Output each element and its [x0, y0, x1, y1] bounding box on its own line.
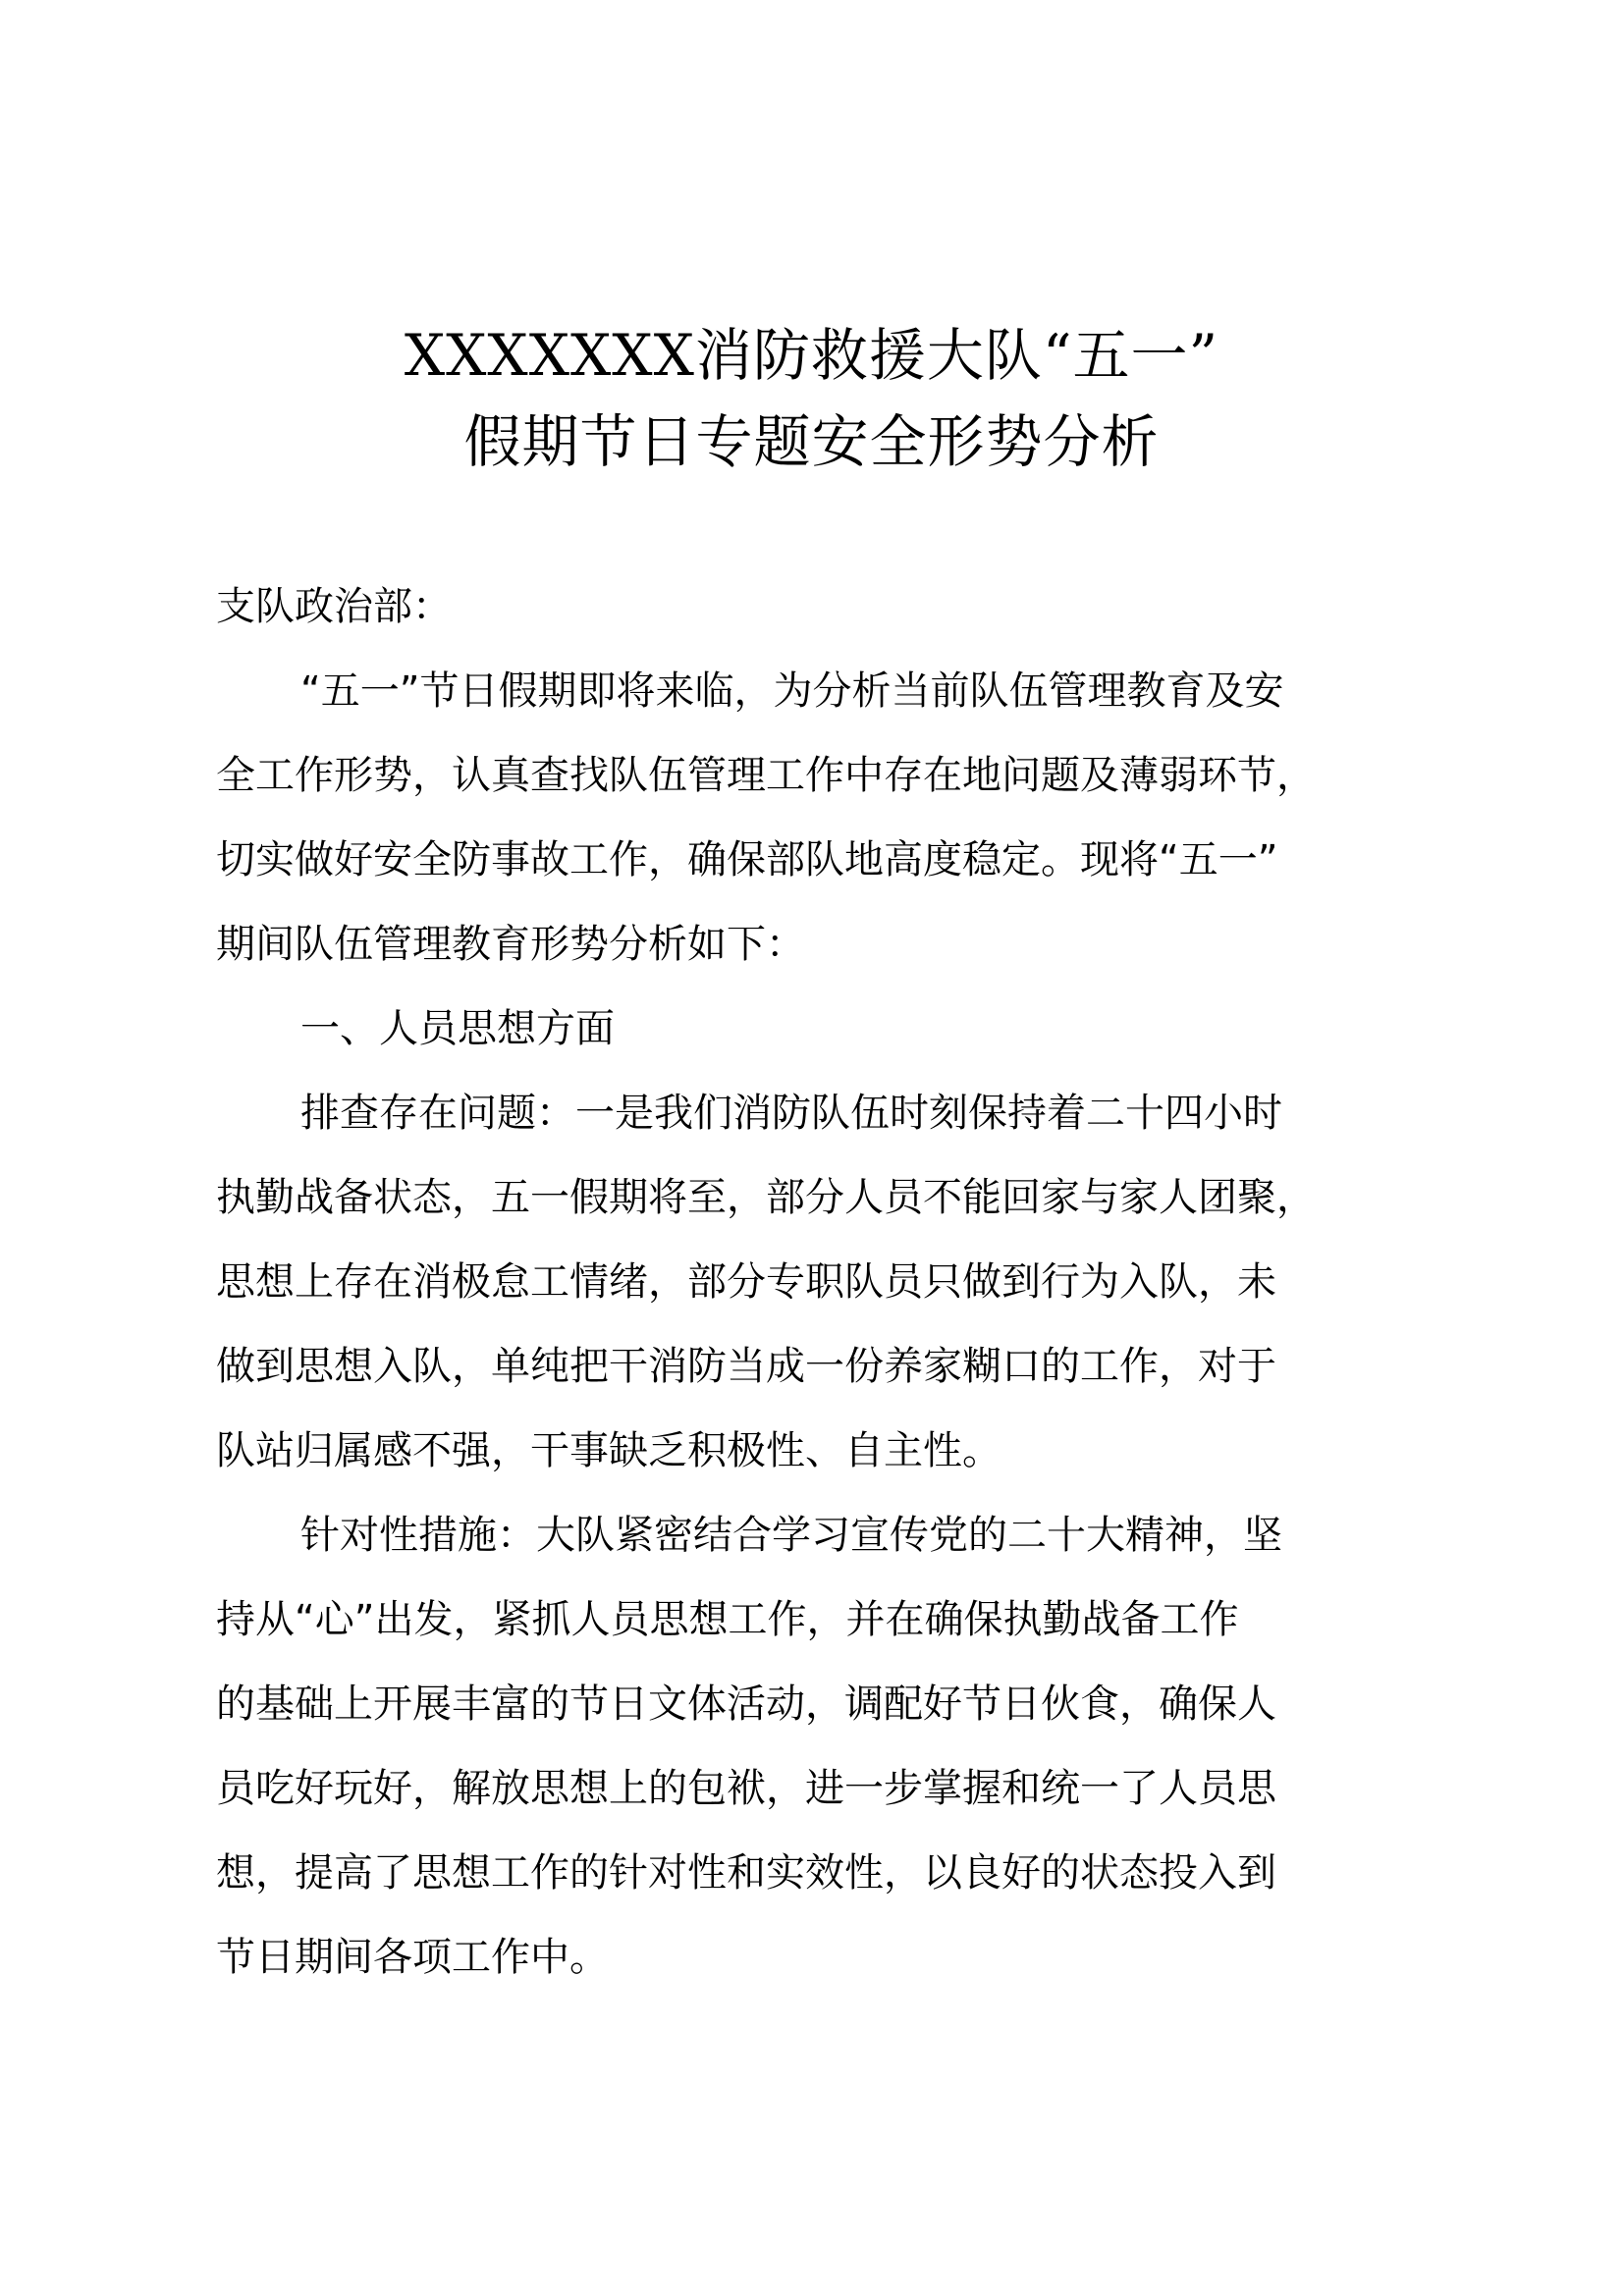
paragraph-line: 切实做好安全防事故工作，确保部队地高度稳定。现将“五一” — [216, 837, 1278, 882]
paragraph-line: 做到思想入队，单纯把干消防当成一份养家糊口的工作，对于 — [216, 1344, 1276, 1389]
salutation: 支队政治部： — [216, 584, 452, 629]
document-body — [216, 564, 1414, 2000]
paragraph-line: “五一”节日假期即将来临，为分析当前队伍管理教育及安 — [300, 668, 1284, 714]
document-title — [0, 312, 1623, 485]
paragraph-line: 思想上存在消极怠工情绪，部分专职队员只做到行为入队，未 — [216, 1259, 1276, 1305]
section-heading: 一、人员思想方面 — [300, 1006, 615, 1051]
title-line: XXXXXXX消防救援大队“五一” — [404, 322, 1219, 389]
paragraph-line: 队站归属感不强，干事缺乏积极性、自主性。 — [216, 1428, 1001, 1473]
paragraph-line: 想，提高了思想工作的针对性和实效性，以良好的状态投入到 — [216, 1850, 1276, 1896]
paragraph-line: 全工作形势，认真查找队伍管理工作中存在地问题及薄弱环节， — [216, 753, 1316, 798]
paragraph-line: 期间队伍管理教育形势分析如下： — [216, 922, 805, 967]
paragraph-line: 执勤战备状态，五一假期将至，部分人员不能回家与家人团聚， — [216, 1175, 1316, 1220]
paragraph-line: 员吃好玩好，解放思想上的包袱，进一步掌握和统一了人员思 — [216, 1766, 1276, 1811]
paragraph-line: 排查存在问题：一是我们消防队伍时刻保持着二十四小时 — [300, 1091, 1282, 1136]
paragraph-line: 持从“心”出发，紧抓人员思想工作，并在确保执勤战备工作 — [216, 1597, 1239, 1642]
paragraph-line: 的基础上开展丰富的节日文体活动，调配好节日伙食，确保人 — [216, 1682, 1276, 1727]
paragraph-line: 针对性措施：大队紧密结合学习宣传党的二十大精神，坚 — [300, 1513, 1282, 1558]
paragraph-line: 节日期间各项工作中。 — [216, 1935, 609, 1980]
title-line: 假期节日专题安全形势分析 — [463, 408, 1160, 475]
